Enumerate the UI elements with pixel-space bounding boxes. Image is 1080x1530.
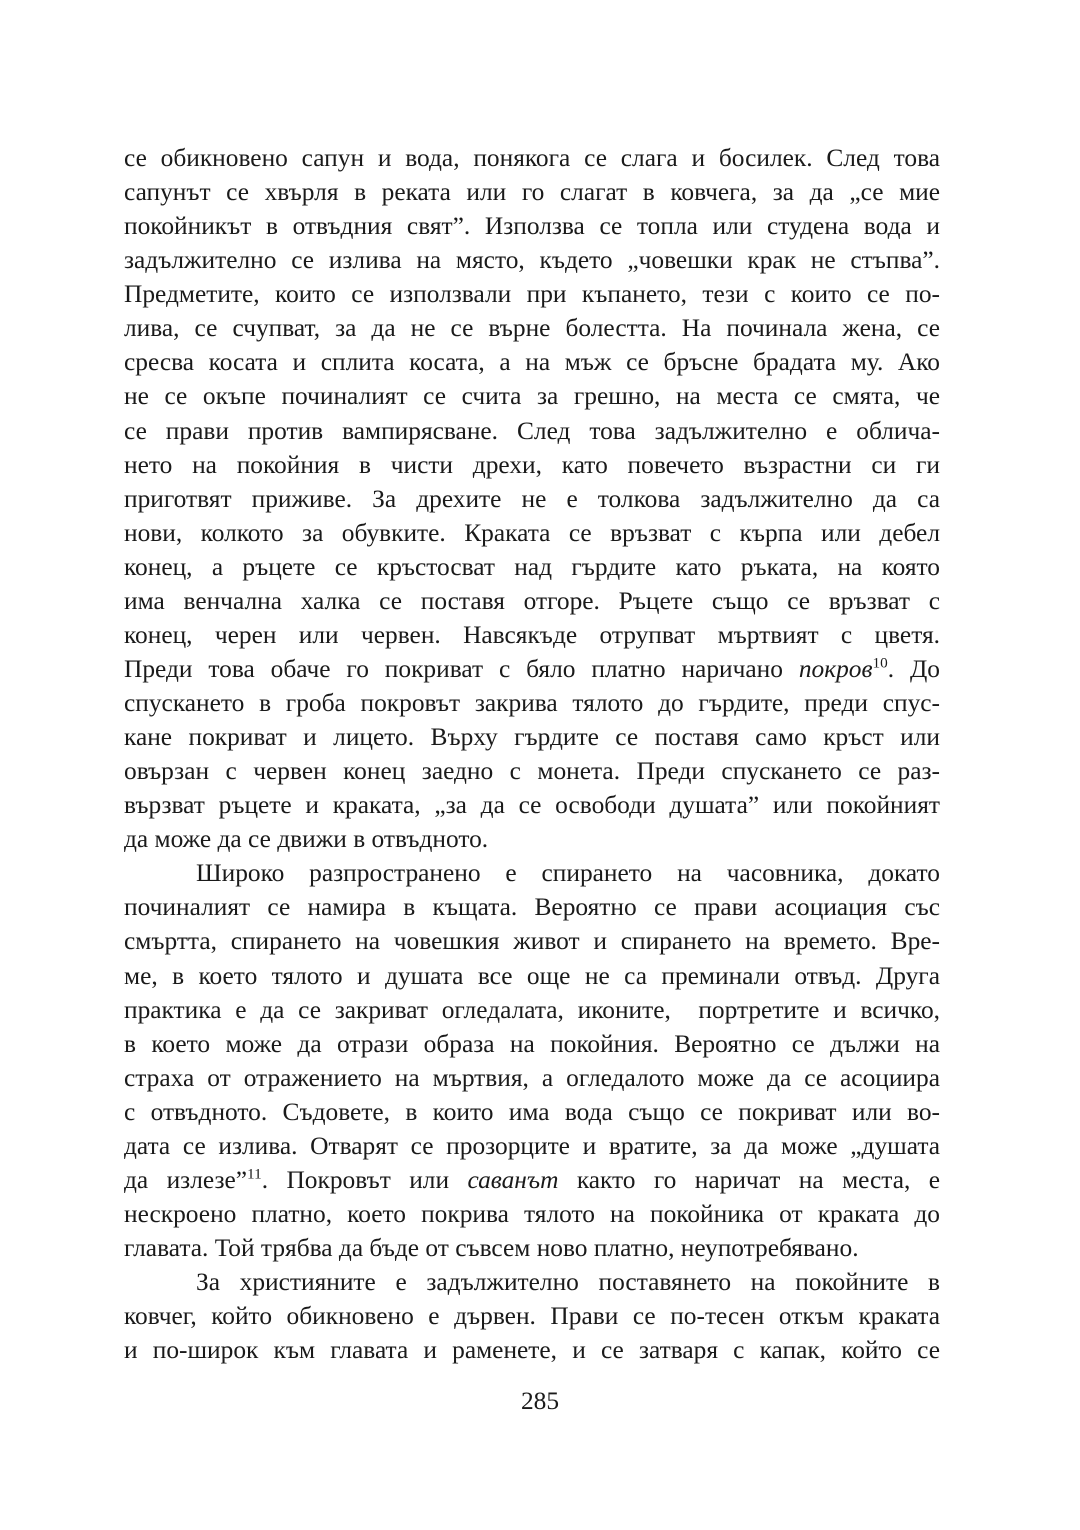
text-line bbox=[124, 822, 940, 856]
text-line bbox=[124, 618, 940, 652]
text-line bbox=[124, 243, 940, 277]
text-segment: главата. Той трябва да бъде от съвсем ново платно, неупотребявано. bbox=[124, 1234, 859, 1262]
text-segment: спускането в гроба покровът закрива тялото до гърдите, преди спус- bbox=[124, 689, 940, 717]
text-segment: сресва косата и сплита косата, а на мъж се бръсне брадата му. Ако bbox=[124, 348, 940, 377]
footnote-ref: 10 bbox=[872, 654, 888, 672]
text-line bbox=[124, 1333, 940, 1367]
text-line bbox=[124, 550, 940, 584]
text-segment: нови, колкото за обувките. Краката се връзват с кърпа или дебел bbox=[124, 518, 940, 547]
text-segment: овързан с червен конец заедно с монета. Преди спускането се раз- bbox=[124, 757, 940, 786]
footnote-ref: 11 bbox=[247, 1165, 262, 1183]
text-segment: приготвят приживе. За дрехите не е толкова задължително да са bbox=[124, 484, 940, 513]
text-segment: нескроено платно, което покрива тялото на покойника от краката до bbox=[124, 1199, 940, 1228]
text-line bbox=[124, 379, 940, 413]
text-line bbox=[124, 584, 940, 618]
text-line bbox=[124, 1129, 940, 1163]
text-segment: да излезе” bbox=[124, 1165, 248, 1194]
text-segment: ме, в което тялото и душата все още не са преминали отвъд. Друга bbox=[124, 961, 940, 990]
text-line bbox=[124, 686, 940, 720]
text-segment: в което може да отрази образа на покойния. Вероятно се дължи на bbox=[124, 1029, 940, 1058]
text-segment: лива, се счупват, за да не се върне болестта. На починала жена, се bbox=[124, 314, 940, 343]
text-segment: кане покриват и лицето. Върху гърдите се поставя само кръст или bbox=[124, 723, 940, 752]
text-line bbox=[124, 414, 940, 448]
text-segment: конец, черен или червен. Навсякъде отрупват мъртвият с цветя. bbox=[124, 620, 940, 649]
text-line bbox=[124, 175, 940, 209]
text-segment: За християните е задължително поставянето на покойните в bbox=[196, 1268, 940, 1297]
text-segment: се прави против вампирясване. След това задължително е облича- bbox=[124, 416, 940, 445]
text-segment: . До bbox=[887, 654, 940, 683]
text-segment: не се окъпе починалият се счита за грешно, на места се смята, че bbox=[124, 382, 940, 411]
text-segment: както го наричат на места, е bbox=[558, 1165, 940, 1194]
text-segment: има венчална халка се поставя отгоре. Ръцете също се връзват с bbox=[124, 586, 940, 615]
text-line bbox=[124, 652, 940, 686]
text-line bbox=[124, 516, 940, 550]
text-line bbox=[124, 277, 940, 311]
text-line bbox=[124, 754, 940, 788]
text-segment: Преди това обаче го покриват с бяло платно наричано bbox=[124, 654, 799, 683]
text-segment: с отвъдното. Съдовете, в които има вода също се покриват или во- bbox=[124, 1097, 940, 1126]
text-line bbox=[124, 141, 940, 175]
text-segment: задължително се излива на място, където „човешки крак не стъпва”. bbox=[124, 246, 940, 275]
text-segment: сапунът се хвърля в реката или го слагат в ковчега, за да „се мие bbox=[124, 178, 940, 207]
text-line bbox=[124, 311, 940, 345]
text-line bbox=[124, 1163, 940, 1197]
text-segment: ковчег, който обикновено е дървен. Прави се по-тесен откъм краката bbox=[124, 1302, 940, 1331]
text-segment: конец, а ръцете се кръстосват над гърдите като ръката, на която bbox=[124, 552, 940, 581]
text-line bbox=[124, 856, 940, 890]
text-line bbox=[124, 1027, 940, 1061]
text-line bbox=[124, 720, 940, 754]
text-segment: покойникът в отвъдния свят”. Използва се топла или студена вода и bbox=[124, 212, 940, 241]
text-line bbox=[124, 959, 940, 993]
text-line bbox=[124, 1095, 940, 1129]
text-line bbox=[124, 209, 940, 243]
text-segment: вързват ръцете и краката, „за да се освободи душата” или покойният bbox=[124, 791, 940, 820]
text-line bbox=[124, 924, 940, 958]
italic-term: саванът bbox=[467, 1165, 559, 1194]
text-line bbox=[124, 1265, 940, 1299]
text-segment: . Покровът или bbox=[261, 1165, 468, 1194]
text-line bbox=[124, 482, 940, 516]
text-line bbox=[124, 448, 940, 482]
text-line bbox=[124, 345, 940, 379]
text-segment: Предметите, които се използвали при къпането, тези с които се по- bbox=[124, 280, 940, 309]
text-line bbox=[124, 788, 940, 822]
page-number: 285 bbox=[520, 1387, 560, 1415]
text-segment: страха от отражението на мъртвия, а огледалото може да се асоциира bbox=[124, 1063, 940, 1092]
text-line bbox=[124, 1231, 940, 1265]
text-line bbox=[124, 1299, 940, 1333]
text-line bbox=[124, 890, 940, 924]
text-line bbox=[124, 1197, 940, 1231]
text-segment: Широко разпространено е спирането на часовника, докато bbox=[196, 859, 940, 888]
text-segment: починалият се намира в къщата. Вероятно се прави асоциация със bbox=[124, 893, 940, 922]
text-segment: се обикновено сапун и вода, понякога се слага и босилек. След това bbox=[124, 144, 940, 172]
text-segment: дата се излива. Отварят се прозорците и вратите, за да може „душата bbox=[124, 1131, 940, 1160]
body-text bbox=[124, 141, 940, 1367]
text-line bbox=[124, 1061, 940, 1095]
text-line bbox=[124, 993, 940, 1027]
text-segment: нето на покойния в чисти дрехи, като повечето възрастни си ги bbox=[124, 450, 940, 479]
text-segment: практика е да се закриват огледалата, иконите, портретите и всичко, bbox=[124, 995, 940, 1024]
italic-term: покров bbox=[798, 654, 873, 683]
text-segment: и по-широк към главата и раменете, и се затваря с капак, който се bbox=[124, 1336, 940, 1365]
text-segment: смъртта, спирането на човешкия живот и спирането на времето. Вре- bbox=[124, 927, 940, 956]
text-segment: да може да се движи в отвъдното. bbox=[124, 825, 489, 854]
